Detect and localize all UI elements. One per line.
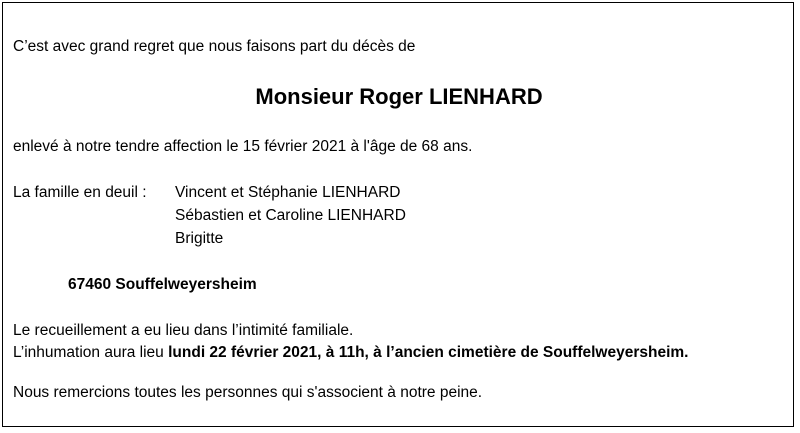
burial-prefix: L’inhumation aura lieu <box>13 344 169 361</box>
intro-text: C’est avec grand regret que nous faisons part du décès de <box>13 38 416 55</box>
family-label: La famille en deuil : <box>13 184 147 201</box>
family-member: Vincent et Stéphanie LIENHARD <box>175 184 401 201</box>
obituary-notice <box>2 2 794 427</box>
family-member: Sébastien et Caroline LIENHARD <box>175 207 406 224</box>
burial-text <box>13 343 688 363</box>
death-date-text: enlevé à notre tendre affection le 15 février 2021 à l'âge de 68 ans. <box>13 138 473 155</box>
gathering-text: Le recueillement a eu lieu dans l’intimité familiale. <box>13 322 354 339</box>
family-member: Brigitte <box>175 230 224 247</box>
location-text: 67460 Souffelweyersheim <box>68 276 257 293</box>
thanks-text: Nous remercions toutes les personnes qui s'associent à notre peine. <box>13 384 483 401</box>
deceased-name: Monsieur Roger LIENHARD <box>255 84 543 109</box>
burial-details: lundi 22 février 2021, à 11h, à l’ancien cimetière de Souffelweyersheim. <box>168 344 689 361</box>
